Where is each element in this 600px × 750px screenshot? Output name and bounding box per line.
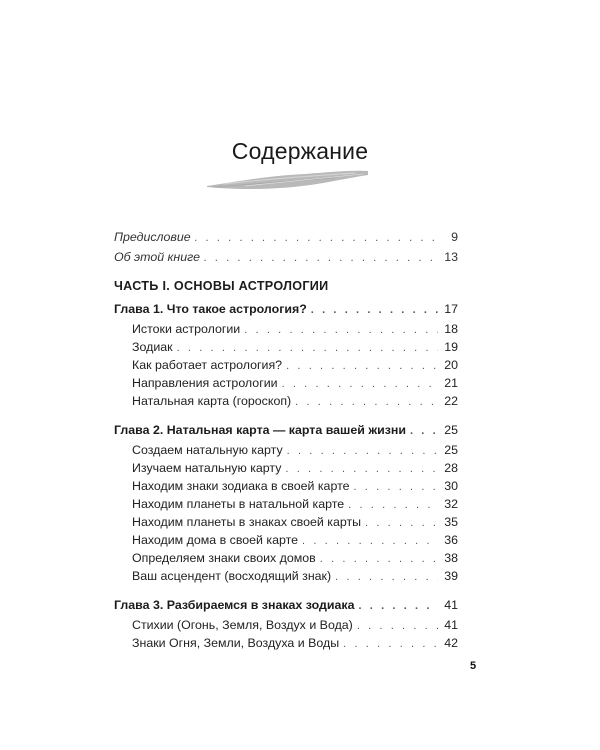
toc-entry-page: 9 bbox=[451, 230, 458, 244]
toc-section[interactable] bbox=[132, 531, 458, 549]
leader-dots bbox=[335, 568, 438, 586]
section-page: 18 bbox=[444, 322, 458, 336]
toc-section[interactable] bbox=[132, 459, 458, 477]
leader-dots bbox=[354, 478, 439, 496]
section-page: 28 bbox=[444, 461, 458, 475]
section-label: Находим планеты в натальной карте bbox=[132, 497, 345, 511]
section-label: Находим дома в своей карте bbox=[132, 533, 299, 547]
leader-dots bbox=[365, 514, 438, 532]
toc-section[interactable] bbox=[132, 441, 458, 459]
chapter-page: 25 bbox=[444, 423, 458, 437]
toc-chapter-2[interactable] bbox=[114, 421, 458, 439]
section-page: 42 bbox=[444, 636, 458, 650]
chapter-label: Глава 3. Разбираемся в знаках зодиака bbox=[114, 598, 355, 612]
section-page: 38 bbox=[444, 551, 458, 565]
leader-dots bbox=[302, 532, 438, 550]
section-page: 36 bbox=[444, 533, 458, 547]
toc-chapter-3[interactable] bbox=[114, 596, 458, 614]
leader-dots bbox=[244, 321, 438, 339]
toc-section[interactable] bbox=[132, 567, 458, 585]
chapter-label: Глава 1. Что такое астрология? bbox=[114, 302, 307, 316]
leader-dots bbox=[311, 301, 438, 319]
leader-dots bbox=[320, 550, 438, 568]
section-page: 41 bbox=[444, 618, 458, 632]
leader-dots bbox=[359, 597, 439, 615]
section-page: 21 bbox=[444, 376, 458, 390]
section-label: Как работает астрология? bbox=[132, 358, 283, 372]
section-label: Изучаем натальную карту bbox=[132, 461, 282, 475]
toc-entry-page: 13 bbox=[444, 250, 458, 264]
page-title: Содержание bbox=[231, 138, 369, 164]
leader-dots bbox=[286, 357, 438, 375]
toc-chapter-1[interactable] bbox=[114, 300, 458, 318]
leader-dots bbox=[357, 617, 438, 635]
section-label: Зодиак bbox=[132, 340, 173, 354]
section-label: Находим знаки зодиака в своей карте bbox=[132, 479, 350, 493]
toc-section[interactable] bbox=[132, 392, 458, 410]
leader-dots bbox=[282, 375, 438, 393]
toc-section[interactable] bbox=[132, 616, 458, 634]
page-number: 5 bbox=[470, 660, 477, 672]
toc-section[interactable] bbox=[132, 477, 458, 495]
toc-section[interactable] bbox=[132, 338, 458, 356]
toc-section[interactable] bbox=[132, 495, 458, 513]
section-label: Ваш асцендент (восходящий знак) bbox=[132, 569, 332, 583]
section-page: 30 bbox=[444, 479, 458, 493]
leader-dots bbox=[348, 496, 438, 514]
leader-dots bbox=[204, 249, 438, 267]
toc-entry-preface[interactable] bbox=[114, 228, 458, 246]
toc-section[interactable] bbox=[132, 549, 458, 567]
section-page: 35 bbox=[444, 515, 458, 529]
leader-dots bbox=[410, 422, 438, 440]
toc-section[interactable] bbox=[132, 374, 458, 392]
section-label: Создаем натальную карту bbox=[132, 443, 283, 457]
leader-dots bbox=[177, 339, 438, 357]
toc-entry-about-book[interactable] bbox=[114, 248, 458, 266]
section-label: Знаки Огня, Земли, Воздуха и Воды bbox=[132, 636, 340, 650]
section-page: 19 bbox=[444, 340, 458, 354]
section-label: Направления астрологии bbox=[132, 376, 278, 390]
section-page: 25 bbox=[444, 443, 458, 457]
table-of-contents bbox=[114, 0, 458, 750]
leader-dots bbox=[195, 229, 438, 247]
section-page: 22 bbox=[444, 394, 458, 408]
leader-dots bbox=[285, 460, 438, 478]
chapter-page: 41 bbox=[444, 598, 458, 612]
chapter-page: 17 bbox=[444, 302, 458, 316]
toc-section[interactable] bbox=[132, 356, 458, 374]
section-label: Находим планеты в знаках своей карты bbox=[132, 515, 362, 529]
toc-section[interactable] bbox=[132, 634, 458, 652]
part-heading-label: ЧАСТЬ I. ОСНОВЫ АСТРОЛОГИИ bbox=[114, 279, 329, 293]
toc-entry-label: Предисловие bbox=[114, 230, 191, 244]
section-page: 32 bbox=[444, 497, 458, 511]
part-heading bbox=[114, 277, 458, 295]
toc-section[interactable] bbox=[132, 513, 458, 531]
leader-dots bbox=[295, 393, 438, 411]
section-label: Натальная карта (гороскоп) bbox=[132, 394, 292, 408]
chapter-label: Глава 2. Натальная карта — карта вашей жизни bbox=[114, 423, 406, 437]
section-label: Истоки астрологии bbox=[132, 322, 241, 336]
section-page: 39 bbox=[444, 569, 458, 583]
leader-dots bbox=[343, 635, 438, 653]
toc-entry-label: Об этой книге bbox=[114, 250, 200, 264]
section-label: Определяем знаки своих домов bbox=[132, 551, 316, 565]
leader-dots bbox=[287, 442, 438, 460]
toc-section[interactable] bbox=[132, 320, 458, 338]
section-page: 20 bbox=[444, 358, 458, 372]
section-label: Стихии (Огонь, Земля, Воздух и Вода) bbox=[132, 618, 353, 632]
